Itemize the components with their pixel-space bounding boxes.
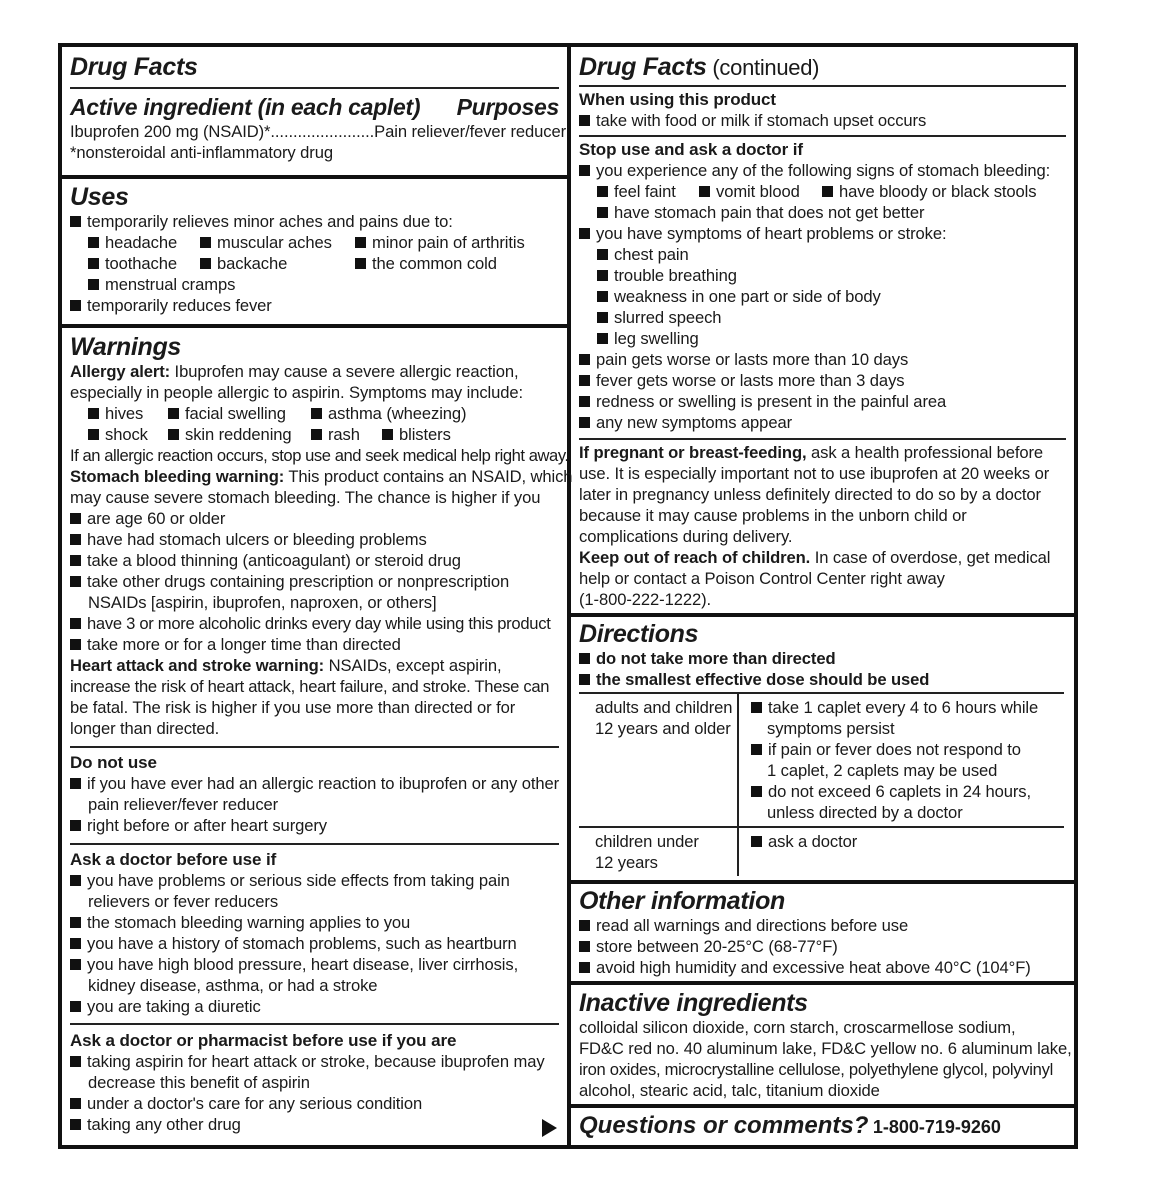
bleeding-sign: have bloody or black stools [822,181,1036,202]
do-not-use-item: if you have ever had an allergic reaction to ibuprofen or any other [70,773,559,794]
purposes-heading: Purposes [456,94,559,120]
symptom-item: asthma (wheezing) [311,403,467,424]
uses-sub-item: menstrual cramps [70,274,559,295]
ask-doctor-heading: Ask a doctor before use if [70,850,277,869]
continue-arrow-icon [542,1119,557,1137]
heart-sign: trouble breathing [579,265,1066,286]
ingredient-line: Ibuprofen 200 mg (NSAID)*.......................Pain reliever/fever reducer [70,122,567,141]
allergy-alert-text: Ibuprofen may cause a severe allergic reaction, [170,362,519,381]
heart-warning-text: longer than directed. [70,719,220,738]
heart-sign: weakness in one part or side of body [579,286,1066,307]
stop-use-item: pain gets worse or lasts more than 10 days [579,349,1066,370]
directions-heading: Directions [579,620,699,648]
warnings-section [62,333,573,739]
ask-pharmacist-item: under a doctor's care for any serious condition [70,1093,559,1114]
uses-sub-item: toothache [88,253,200,274]
other-information-item: avoid high humidity and excessive heat above 40°C (104°F) [579,957,1066,978]
stomach-warning-text: This product contains an NSAID, which [284,467,573,486]
pregnancy-label: If pregnant or breast-feeding, [579,443,807,462]
ask-pharmacist-section [62,1030,567,1135]
inactive-ingredients-text: iron oxides, microcrystalline cellulose, polyethylene glycol, polyvinyl [579,1060,1053,1079]
divider [70,87,559,89]
age-group-label: 12 years and older [595,719,731,738]
other-information-section [571,887,1074,978]
directions-section [571,620,1074,690]
stomach-item: have 3 or more alcoholic drinks every day while using this product [70,613,559,634]
do-not-use-heading: Do not use [70,753,157,772]
ask-doctor-item: you have high blood pressure, heart disease, liver cirrhosis, [70,954,559,975]
ingredient-footnote: *nonsteroidal anti-inflammatory drug [70,143,333,162]
other-information-item: store between 20-25°C (68-77°F) [579,936,1066,957]
table-row [579,828,1064,876]
drug-facts-title-section [62,53,567,81]
stomach-item: take a blood thinning (anticoagulant) or steroid drug [70,550,559,571]
pregnancy-section [571,442,1074,610]
uses-sub-item: headache [88,232,200,253]
bleeding-sign: vomit blood [699,181,822,202]
dosage-table [579,692,1064,876]
section-divider [571,880,1074,884]
active-ingredient-heading: Active ingredient (in each caplet) [70,94,421,120]
allergy-alert-label: Allergy alert: [70,362,171,381]
allergy-alert-text: especially in people allergic to aspirin. Symptoms may include: [70,383,524,402]
stop-use-item: any new symptoms appear [579,412,1066,433]
symptom-item: shock [88,424,168,445]
dosage-item-continued: unless directed by a doctor [767,803,963,822]
divider [579,135,1066,137]
uses-sub-item: the common cold [355,253,497,274]
inactive-ingredients-section [571,989,1074,1101]
section-divider [571,981,1074,985]
do-not-use-item-continued: pain reliever/fever reducer [88,795,279,814]
table-row [579,694,1064,828]
keep-out-text: In case of overdose, get medical [810,548,1051,567]
questions-phone: 1-800-719-9260 [872,1117,1001,1137]
ask-doctor-item: you have problems or serious side effects from taking pain [70,870,559,891]
other-information-item: read all warnings and directions before use [579,915,1066,936]
ask-doctor-item: the stomach bleeding warning applies to you [70,912,559,933]
symptom-item: blisters [382,424,451,445]
stomach-item: have had stomach ulcers or bleeding problems [70,529,559,550]
ask-doctor-item-continued: relievers or fever reducers [88,892,279,911]
drug-facts-panel [58,43,1078,1149]
stop-use-section [571,139,1074,433]
ask-doctor-item: you have a history of stomach problems, such as heartburn [70,933,559,954]
ask-doctor-item-continued: kidney disease, asthma, or had a stroke [88,976,378,995]
inactive-ingredients-text: alcohol, stearic acid, talc, titanium dioxide [579,1081,880,1100]
heart-warning-text: increase the risk of heart attack, heart failure, and stroke. These can [70,677,550,696]
page-title: Drug Facts [70,53,198,81]
heart-warning-text: NSAIDs, except aspirin, [324,656,502,675]
uses-sub-item: muscular aches [200,232,355,253]
divider [579,438,1066,440]
dosage-item: take 1 caplet every 4 to 6 hours while [751,697,1060,718]
ask-doctor-item: you are taking a diuretic [70,996,559,1017]
inactive-ingredients-text: FD&C red no. 40 aluminum lake, FD&C yellow no. 6 aluminum lake, [579,1039,1072,1058]
stomach-item-continued: NSAIDs [aspirin, ibuprofen, naproxen, or others] [88,593,437,612]
pregnancy-text: later in pregnancy unless definitely directed to do so by a doctor [579,485,1041,504]
stop-use-item: you experience any of the following signs of stomach bleeding: [579,160,1066,181]
when-using-section [571,89,1074,131]
stomach-warning-label: Stomach bleeding warning: [70,467,285,486]
symptom-item: rash [311,424,382,445]
inactive-ingredients-text: colloidal silicon dioxide, corn starch, croscarmellose sodium, [579,1018,1016,1037]
keep-out-text: help or contact a Poison Control Center right away [579,569,945,588]
symptom-item: skin reddening [168,424,311,445]
right-column [571,47,1074,1145]
ask-pharmacist-item-continued: decrease this benefit of aspirin [88,1073,310,1092]
uses-item: temporarily reduces fever [70,295,559,316]
directions-item: the smallest effective dose should be used [579,669,1066,690]
allergy-occurs-text: If an allergic reaction occurs, stop use and seek medical help right away. [70,446,569,465]
uses-sub-item: backache [200,253,355,274]
questions-section [571,1111,1074,1144]
do-not-use-item: right before or after heart surgery [70,815,559,836]
uses-item: temporarily relieves minor aches and pains due to: [70,211,559,232]
stomach-item: take other drugs containing prescription or nonprescription [70,571,559,592]
uses-sub-item: minor pain of arthritis [355,232,525,253]
pregnancy-text: because it may cause problems in the unborn child or [579,506,967,525]
keep-out-label: Keep out of reach of children. [579,548,811,567]
section-divider [62,175,567,179]
stomach-item: take more or for a longer time than directed [70,634,559,655]
inactive-ingredients-heading: Inactive ingredients [579,989,808,1017]
drug-facts-continued-title [571,53,1074,82]
age-group-label: children under [595,832,699,851]
section-divider [571,613,1074,617]
ask-pharmacist-item: taking aspirin for heart attack or stroke, because ibuprofen may [70,1051,559,1072]
dosage-item-continued: symptoms persist [767,719,895,738]
when-using-item: take with food or milk if stomach upset occurs [579,110,1066,131]
page-title-continued: Drug Facts [579,53,707,81]
divider [70,843,559,845]
questions-label: Questions or comments? [579,1112,869,1139]
dosage-item: ask a doctor [751,831,1060,852]
heart-warning-label: Heart attack and stroke warning: [70,656,325,675]
dosage-item: if pain or fever does not respond to [751,739,1060,760]
continued-label: (continued) [706,55,820,80]
stop-use-item: you have symptoms of heart problems or stroke: [579,223,1066,244]
uses-section [62,183,567,316]
stop-use-heading: Stop use and ask a doctor if [579,140,803,159]
heart-sign: chest pain [579,244,1066,265]
do-not-use-section [62,752,567,836]
uses-heading: Uses [70,183,129,211]
other-information-heading: Other information [579,887,786,915]
section-divider [62,324,567,328]
active-ingredient-section [62,93,567,163]
divider [70,746,559,748]
stomach-item: are age 60 or older [70,508,559,529]
stop-use-item: fever gets worse or lasts more than 3 days [579,370,1066,391]
stop-use-item: redness or swelling is present in the painful area [579,391,1066,412]
left-column [62,47,571,1145]
age-group-label: adults and children [595,698,733,717]
ask-doctor-section [62,849,567,1017]
stomach-warning-text: may cause severe stomach bleeding. The chance is higher if you [70,488,541,507]
ask-pharmacist-heading: Ask a doctor or pharmacist before use if you are [70,1031,457,1050]
age-group-label: 12 years [595,853,658,872]
directions-item: do not take more than directed [579,648,1066,669]
pregnancy-text: ask a health professional before [806,443,1044,462]
heart-sign: leg swelling [579,328,1066,349]
heart-sign: slurred speech [579,307,1066,328]
divider [579,85,1066,87]
symptom-item: facial swelling [168,403,311,424]
dosage-item-continued: 1 caplet, 2 caplets may be used [767,761,998,780]
symptom-item: hives [88,403,168,424]
dosage-item: do not exceed 6 caplets in 24 hours, [751,781,1060,802]
bleeding-sign: feel faint [597,181,699,202]
when-using-heading: When using this product [579,90,776,109]
heart-warning-text: be fatal. The risk is higher if you use more than directed or for [70,698,516,717]
divider [70,1023,559,1025]
ask-pharmacist-item: taking any other drug [70,1114,559,1135]
pregnancy-text: complications during delivery. [579,527,793,546]
pregnancy-text: use. It is especially important not to use ibuprofen at 20 weeks or [579,464,1050,483]
poison-control-phone: (1-800-222-1222). [579,590,712,609]
warnings-heading: Warnings [70,333,182,361]
bleeding-sign: have stomach pain that does not get better [579,202,1066,223]
section-divider [571,1104,1074,1108]
